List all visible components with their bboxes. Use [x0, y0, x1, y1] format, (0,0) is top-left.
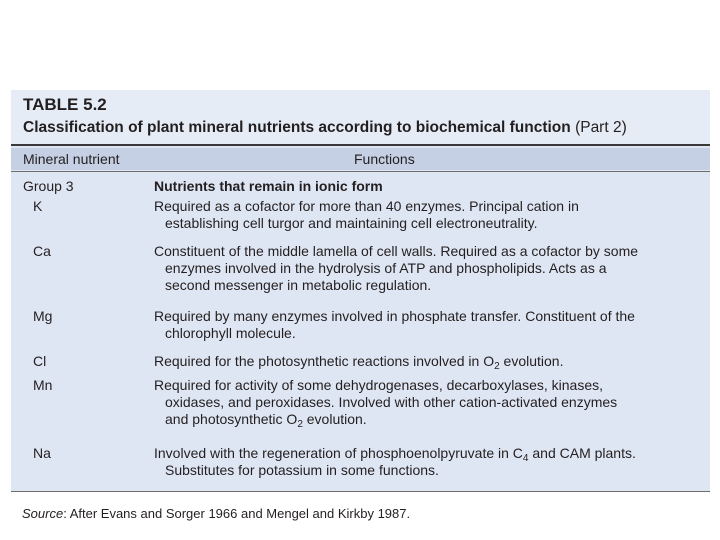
column-header-nutrient: Mineral nutrient: [23, 151, 120, 167]
group-description: Nutrients that remain in ionic form: [154, 178, 383, 194]
source-label: Source: [22, 506, 64, 521]
function-line: establishing cell turgor and maintaining cell electroneutrality.: [165, 215, 538, 231]
function-line: Required by many enzymes involved in phosphate transfer. Constituent of the: [154, 308, 635, 324]
function-line: [154, 353, 706, 370]
table-caption: [23, 119, 627, 137]
group-name: Group 3: [23, 178, 74, 194]
column-header-functions: Functions: [354, 151, 415, 167]
function-line: second messenger in metabolic regulation.: [165, 277, 432, 293]
function-line: Constituent of the middle lamella of cell walls. Required as a cofactor by some: [154, 243, 639, 259]
function-text: evolution.: [499, 353, 564, 369]
table-header-row: [11, 148, 710, 170]
function-line: Required for activity of some dehydrogenases, decarboxylases, kinases,: [154, 377, 604, 393]
function-text: and CAM plants.: [528, 445, 636, 461]
nutrient-symbol: Mn: [33, 377, 53, 393]
function-text: Required for the photosynthetic reactions involved in O: [154, 353, 495, 369]
subscript: 4: [522, 453, 529, 464]
nutrient-symbol: K: [33, 198, 43, 214]
table-bottom-rule: [11, 491, 710, 492]
subscript: 2: [494, 361, 500, 372]
function-text: Involved with the regeneration of phosphoenolpyruvate in C: [154, 445, 523, 461]
source-note: [22, 506, 410, 521]
nutrient-symbol: Na: [33, 445, 51, 461]
function-line: chlorophyll molecule.: [165, 325, 296, 341]
function-text: and photosynthetic O: [165, 411, 298, 427]
nutrient-symbol: Ca: [33, 243, 51, 259]
table-label: TABLE 5.2: [23, 95, 107, 114]
function-line: enzymes involved in the hydrolysis of ATP and phospholipids. Acts as a: [165, 260, 607, 276]
caption-part: (Part 2): [575, 119, 627, 136]
function-line: Substitutes for potassium in some functions.: [165, 462, 439, 478]
nutrient-function: [154, 243, 706, 294]
nutrient-function: [154, 353, 706, 370]
function-line: oxidases, and peroxidases. Involved with other cation-activated enzymes: [165, 394, 618, 410]
caption-text: Classification of plant mineral nutrients according to biochemical function: [23, 119, 571, 136]
nutrient-function: [154, 308, 706, 342]
function-text: evolution.: [302, 411, 367, 427]
nutrient-function: [154, 377, 706, 428]
nutrient-function: [154, 198, 706, 232]
title-divider: [11, 144, 710, 146]
nutrient-symbol: Mg: [33, 308, 53, 324]
nutrient-function: [154, 445, 706, 479]
table-5-2: [11, 90, 710, 492]
subscript: 2: [297, 419, 303, 430]
function-line: [154, 445, 706, 462]
function-line: Required as a cofactor for more than 40 enzymes. Principal cation in: [154, 198, 579, 214]
header-divider: [11, 171, 710, 172]
function-line: [154, 411, 706, 428]
source-text: : After Evans and Sorger 1966 and Mengel and Kirkby 1987.: [63, 506, 411, 521]
nutrient-symbol: Cl: [33, 353, 47, 369]
table-title-block: [11, 90, 710, 144]
